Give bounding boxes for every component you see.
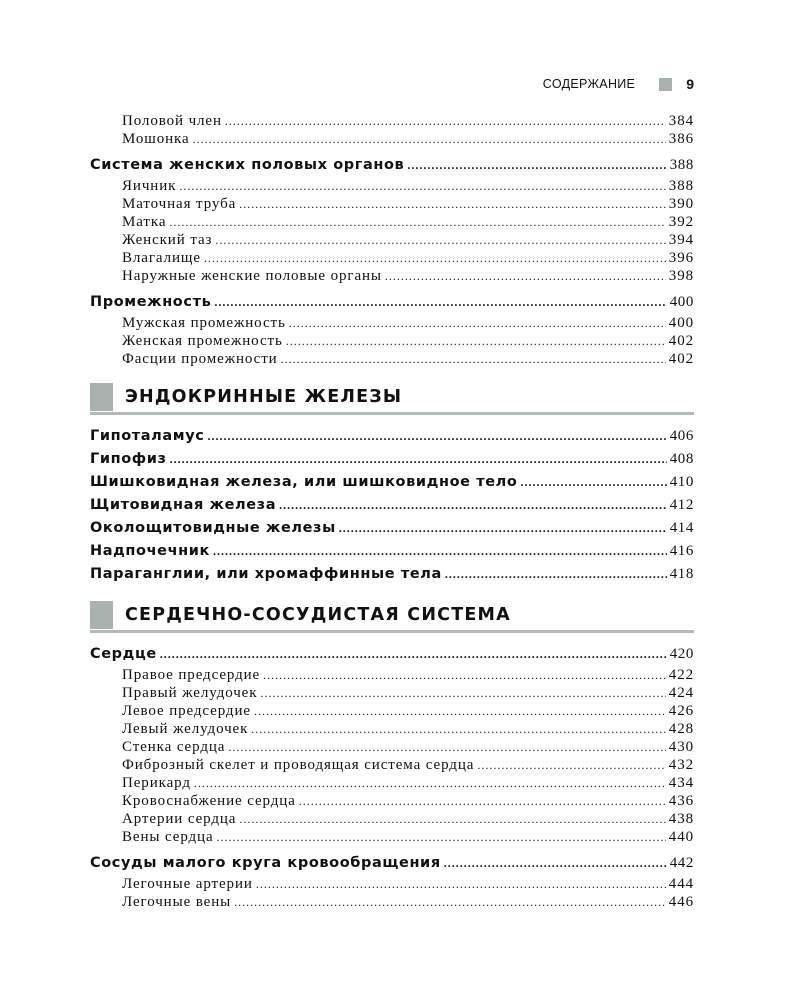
toc-entry[interactable] [90, 213, 694, 231]
dot-leader [254, 702, 666, 720]
running-head-marker [659, 78, 672, 91]
toc-entry-page: 428 [668, 721, 694, 737]
dot-leader [444, 852, 667, 875]
toc-group-top [90, 112, 694, 148]
toc-heading-label: Сосуды малого круга кровообращения [90, 855, 441, 871]
toc-entry-page: 432 [668, 757, 694, 773]
dot-leader [520, 471, 666, 494]
toc-entry[interactable] [90, 177, 694, 195]
toc-entry[interactable] [90, 130, 694, 148]
toc-entry[interactable] [90, 828, 694, 846]
toc-entry[interactable] [90, 332, 694, 350]
dot-leader [213, 540, 667, 563]
toc-heading-label: Надпочечник [90, 543, 210, 559]
toc-entry[interactable] [90, 792, 694, 810]
toc-entry[interactable] [90, 350, 694, 368]
toc-entry-page: 402 [668, 351, 694, 367]
toc-entry-label: Перикард [122, 775, 191, 791]
toc-entry-label: Яичник [122, 178, 177, 194]
toc-entry-label: Матка [122, 214, 167, 230]
dot-leader [281, 350, 666, 368]
toc-entry-page: 396 [668, 250, 694, 266]
toc-heading[interactable] [90, 448, 694, 471]
toc-entry-page: 434 [668, 775, 694, 791]
dot-leader [289, 314, 666, 332]
dot-leader [239, 810, 665, 828]
toc-heading[interactable] [90, 425, 694, 448]
toc-heading[interactable] [90, 471, 694, 494]
dot-leader [179, 177, 665, 195]
page-number: 9 [686, 76, 694, 92]
dot-leader [279, 494, 667, 517]
dot-leader [225, 112, 666, 130]
toc-entry[interactable] [90, 720, 694, 738]
toc-entry-label: Фасции промежности [122, 351, 278, 367]
toc-entry-label: Мужская промежность [122, 315, 286, 331]
dot-leader [193, 130, 666, 148]
toc-heading[interactable] [90, 852, 694, 875]
toc-entry[interactable] [90, 738, 694, 756]
toc-entry-page: 430 [668, 739, 694, 755]
dot-leader [407, 154, 666, 177]
dot-leader [215, 231, 665, 249]
table-of-contents [90, 112, 694, 911]
dot-leader [214, 291, 666, 314]
toc-heading-label: Шишковидная железа, или шишковидное тело [90, 474, 518, 490]
toc-entry-label: Вены сердца [122, 829, 214, 845]
toc-group-pulmonary [90, 852, 694, 911]
toc-group-heart [90, 643, 694, 846]
running-head-title: СОДЕРЖАНИЕ [542, 77, 636, 91]
dot-leader [286, 332, 666, 350]
dot-leader [204, 249, 666, 267]
toc-entry[interactable] [90, 774, 694, 792]
toc-entry-page: 394 [668, 232, 694, 248]
toc-heading-page: 406 [669, 428, 694, 444]
dot-leader [299, 792, 666, 810]
section-marker [90, 383, 113, 411]
dot-leader [263, 666, 666, 684]
toc-entry-page: 388 [668, 178, 694, 194]
toc-entry-page: 426 [668, 703, 694, 719]
dot-leader [445, 563, 667, 586]
toc-entry-page: 392 [668, 214, 694, 230]
section-title: СЕРДЕЧНО-СОСУДИСТАЯ СИСТЕМА [125, 605, 511, 625]
section-header-endocrine [90, 382, 694, 415]
toc-entry-label: Фиброзный скелет и проводящая система сердца [122, 757, 475, 773]
toc-entry[interactable] [90, 314, 694, 332]
running-head [90, 74, 694, 94]
toc-entry-label: Наружные женские половые органы [122, 268, 382, 284]
toc-heading-label: Система женских половых органов [90, 157, 405, 173]
toc-heading[interactable] [90, 563, 694, 586]
toc-entry-page: 446 [668, 894, 694, 910]
toc-entry-page: 444 [668, 876, 694, 892]
toc-entry-page: 400 [668, 315, 694, 331]
toc-entry-label: Легочные вены [122, 894, 232, 910]
toc-entry-label: Стенка сердца [122, 739, 226, 755]
toc-heading-label: Гипоталамус [90, 428, 205, 444]
dot-leader [169, 213, 665, 231]
dot-leader [239, 195, 666, 213]
dot-leader [234, 893, 666, 911]
toc-entry[interactable] [90, 702, 694, 720]
toc-entry[interactable] [90, 875, 694, 893]
toc-heading-page: 442 [669, 855, 694, 871]
toc-heading-page: 410 [669, 474, 694, 490]
toc-heading[interactable] [90, 494, 694, 517]
toc-heading-page: 400 [669, 294, 694, 310]
toc-entry[interactable] [90, 249, 694, 267]
toc-entry-page: 438 [668, 811, 694, 827]
toc-entry[interactable] [90, 810, 694, 828]
dot-leader [207, 425, 666, 448]
toc-heading[interactable] [90, 291, 694, 314]
toc-entry[interactable] [90, 267, 694, 285]
toc-heading-label: Параганглии, или хромаффинные тела [90, 566, 442, 582]
toc-entry-page: 386 [668, 131, 694, 147]
section-marker [90, 601, 113, 629]
section-title: ЭНДОКРИННЫЕ ЖЕЛЕЗЫ [125, 387, 403, 407]
dot-leader [160, 643, 667, 666]
section-header-cardio [90, 600, 694, 633]
toc-entry-label: Правое предсердие [122, 667, 261, 683]
dot-leader [256, 875, 666, 893]
dot-leader [339, 517, 667, 540]
toc-entry-page: 422 [668, 667, 694, 683]
toc-entry-page: 398 [668, 268, 694, 284]
toc-heading-label: Щитовидная железа [90, 497, 277, 513]
toc-entry[interactable] [90, 231, 694, 249]
toc-entry-label: Легочные артерии [122, 876, 253, 892]
toc-entry-label: Кровоснабжение сердца [122, 793, 296, 809]
toc-entry[interactable] [90, 756, 694, 774]
dot-leader [194, 774, 666, 792]
toc-heading-page: 388 [669, 157, 694, 173]
toc-group-female-system [90, 154, 694, 285]
toc-heading-label: Сердце [90, 646, 157, 662]
toc-heading-label: Гипофиз [90, 451, 167, 467]
toc-entry-label: Правый желудочек [122, 685, 258, 701]
dot-leader [228, 738, 665, 756]
toc-entry-page: 440 [668, 829, 694, 845]
toc-heading[interactable] [90, 540, 694, 563]
toc-entry-page: 390 [668, 196, 694, 212]
dot-leader [385, 267, 666, 285]
toc-entry[interactable] [90, 112, 694, 130]
toc-entry[interactable] [90, 195, 694, 213]
toc-heading[interactable] [90, 154, 694, 177]
toc-heading-label: Околощитовидные железы [90, 520, 336, 536]
toc-entry[interactable] [90, 666, 694, 684]
toc-entry-page: 402 [668, 333, 694, 349]
dot-leader [260, 684, 665, 702]
toc-entry-label: Маточная труба [122, 196, 237, 212]
toc-heading-page: 412 [669, 497, 694, 513]
toc-heading[interactable] [90, 517, 694, 540]
toc-heading-page: 408 [669, 451, 694, 467]
toc-entry[interactable] [90, 684, 694, 702]
dot-leader [217, 828, 666, 846]
toc-group-perineum [90, 291, 694, 368]
toc-entry[interactable] [90, 893, 694, 911]
toc-entry-page: 424 [668, 685, 694, 701]
dot-leader [251, 720, 666, 738]
toc-entry-page: 436 [668, 793, 694, 809]
toc-heading-label: Промежность [90, 294, 212, 310]
toc-entry-label: Женский таз [122, 232, 213, 248]
toc-group-endocrine [90, 425, 694, 586]
toc-heading[interactable] [90, 643, 694, 666]
toc-entry-page: 384 [668, 113, 694, 129]
dot-leader [477, 756, 665, 774]
toc-entry-label: Влагалище [122, 250, 201, 266]
toc-heading-page: 416 [669, 543, 694, 559]
toc-entry-label: Левое предсердие [122, 703, 251, 719]
toc-entry-label: Артерии сердца [122, 811, 237, 827]
toc-heading-page: 418 [669, 566, 694, 582]
toc-heading-page: 420 [669, 646, 694, 662]
toc-entry-label: Половой член [122, 113, 222, 129]
toc-entry-label: Левый желудочек [122, 721, 249, 737]
dot-leader [170, 448, 667, 471]
toc-entry-label: Мошонка [122, 131, 190, 147]
toc-entry-label: Женская промежность [122, 333, 283, 349]
toc-heading-page: 414 [669, 520, 694, 536]
